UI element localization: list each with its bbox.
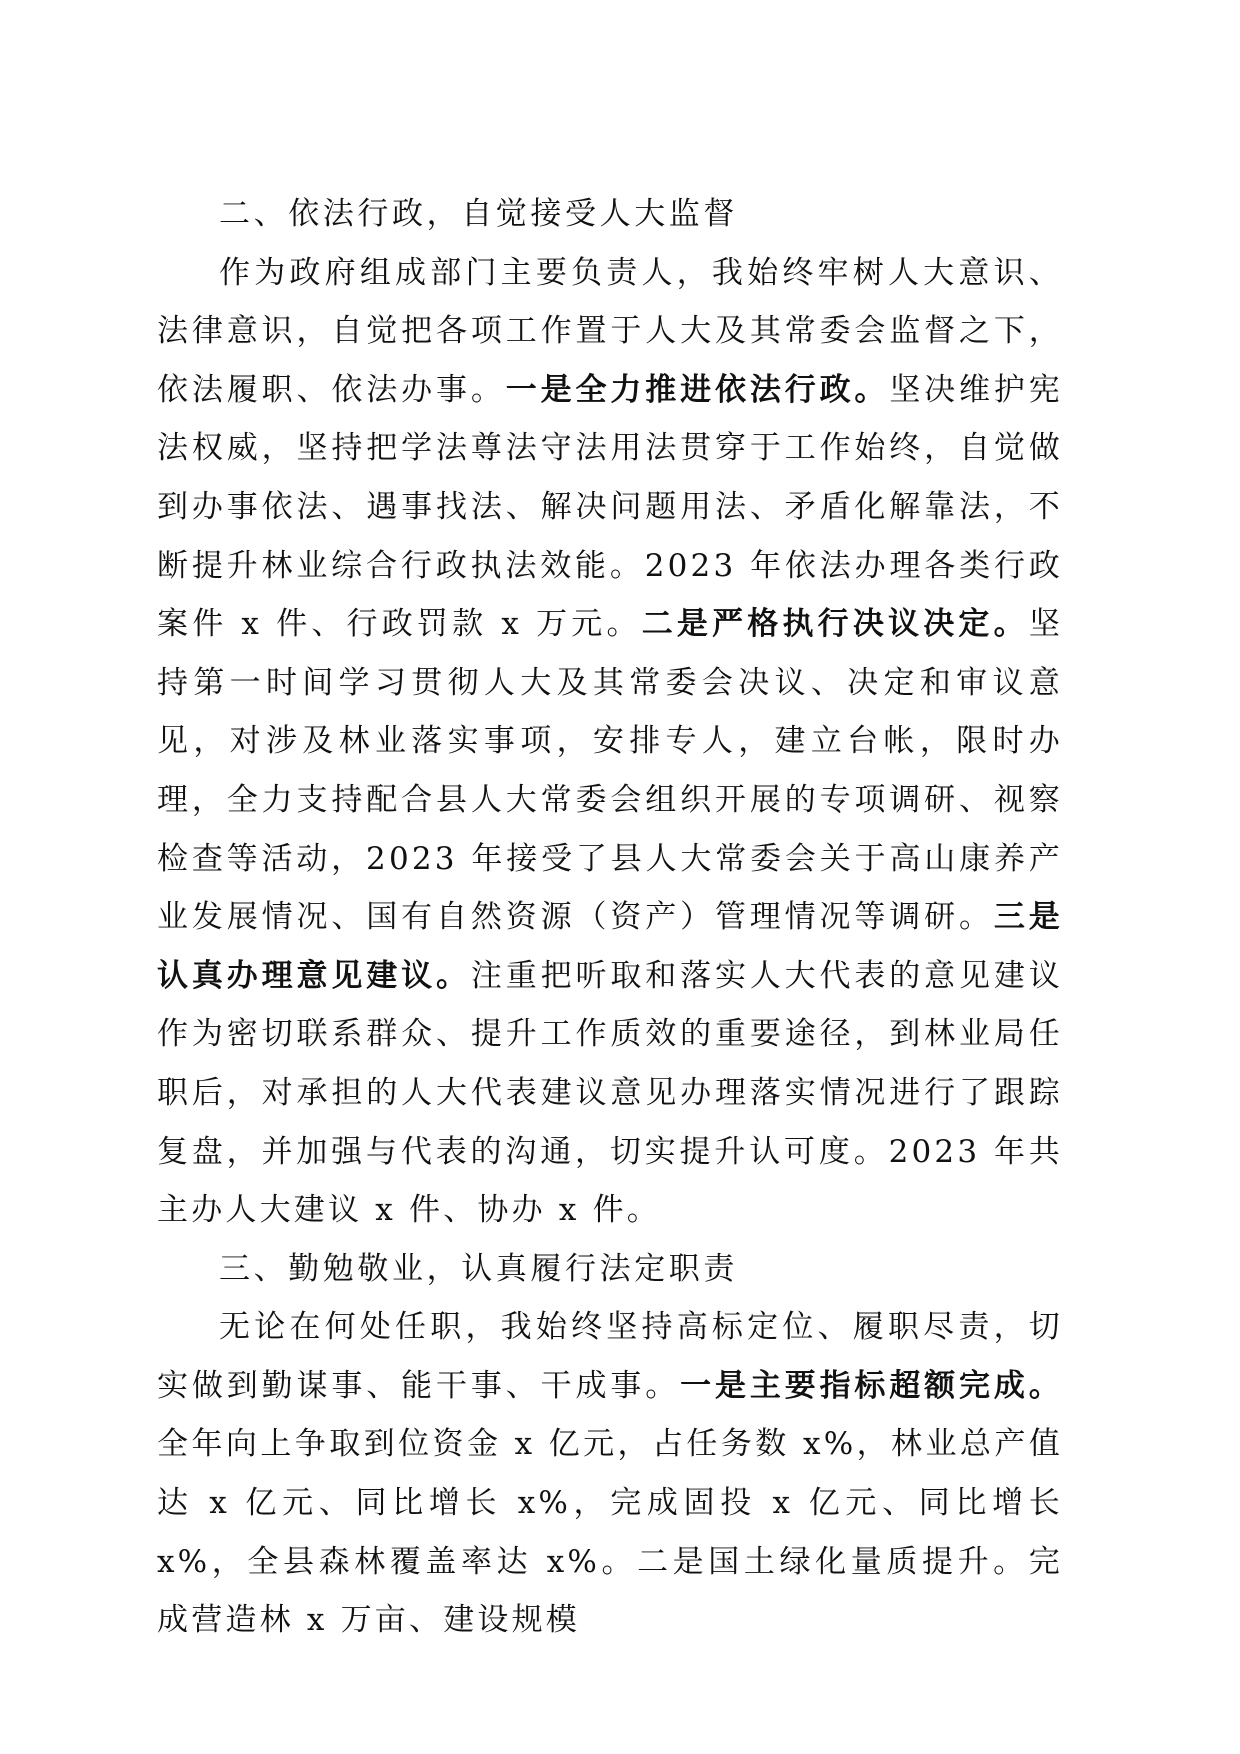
paragraph-text: 坚持第一时间学习贯彻人大及其常委会决议、决定和审议意见，对涉及林业落实事项，安排专人，建立台帐，限时办理，全力支持配合县人大常委会组织开展的专项调研、视察检查等活动，2023 年接受了县人大常委会关于高山康养产业发展情况、国有自然资源（资产）管理情况等调研。 [157,606,1064,936]
document-body [157,185,1063,1650]
paragraph-text: 注重把听取和落实人大代表的意见建议作为密切联系群众、提升工作质效的重要途径，到林业局任职后，对承担的人大代表建议意见办理落实情况进行了跟踪复盘，并加强与代表的沟通，切实提升认可度。2023 年共主办人大建议 x 件、协办 x 件。 [157,957,1063,1229]
paragraph-text: 全年向上争取到位资金 x 亿元，占任务数 x%，林业总产值达 x 亿元、同比增长 x%，完成固投 x 亿元、同比增长 x%，全县森林覆盖率达 x%。二是国土绿化量质提升。完成营造林 x 万亩、建设规模 [157,1426,1063,1639]
section-3-paragraph [157,1298,1063,1650]
section-heading-3: 三、勤勉敬业，认真履行法定职责 [219,1250,738,1287]
paragraph-text: 无论在何处任职，我始终坚持高标定位、履职尽责，切实做到勤谋事、能干事、干成事。 [157,1309,1063,1404]
section-heading-2: 二、依法行政，自觉接受人大监督 [219,196,738,232]
section-2-paragraph [157,244,1063,1240]
bold-subheading: 二是严格执行决议决定。 [641,606,1029,643]
bold-subheading: 一是全力推进依法行政。 [505,371,890,408]
bold-subheading: 三是认真办理意见建议。 [157,899,1063,994]
paragraph-text: 作为政府组成部门主要负责人，我始终牢树人大意识、法律意识，自觉把各项工作置于人大及其常委会监督之下，依法履职、依法办事。 [157,254,1063,408]
bold-subheading: 一是主要指标超额完成。 [680,1367,1063,1404]
paragraph-text: 坚决维护宪法权威，坚持把学法尊法守法用法贯穿于工作始终，自觉做到办事依法、遇事找法、解决问题用法、矛盾化解靠法，不断提升林业综合行政执法效能。2023 年依法办理各类行政案件 x 件、行政罚款 x 万元。 [157,371,1063,643]
